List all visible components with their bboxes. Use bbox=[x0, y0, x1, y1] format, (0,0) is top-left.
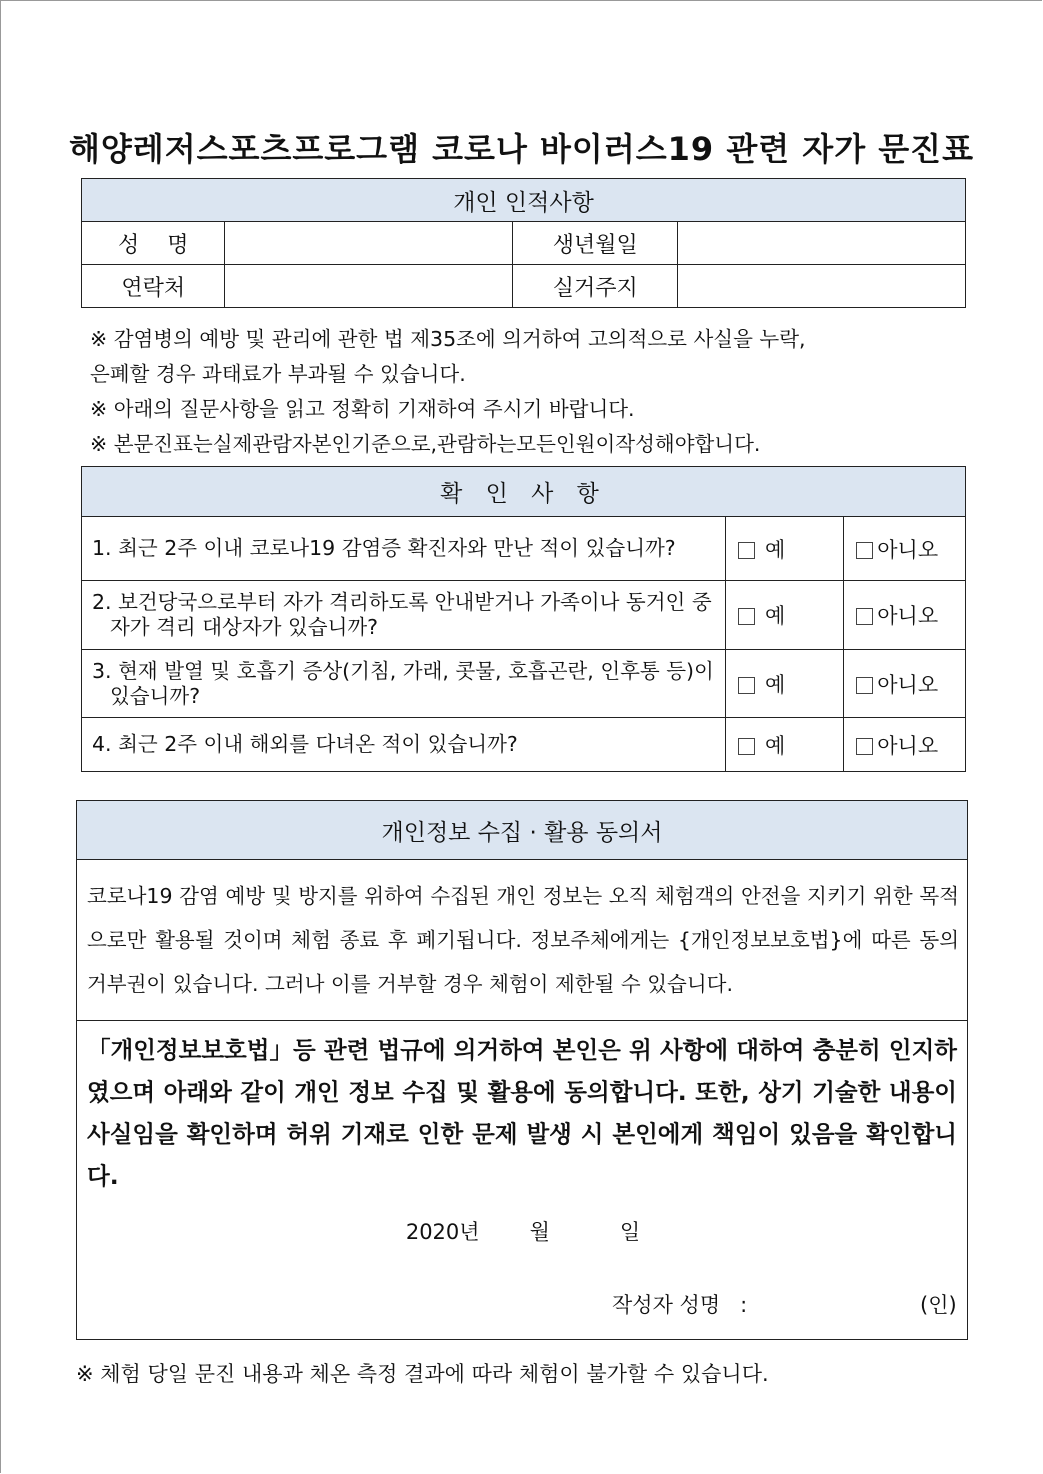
yes-label: 예 bbox=[764, 672, 786, 697]
q1-yes-option[interactable] bbox=[725, 517, 843, 581]
question-2 bbox=[82, 581, 726, 650]
checkbox-icon[interactable] bbox=[856, 738, 873, 755]
consent-statement: 「개인정보보호법」등 관련 법규에 의거하여 본인은 위 사항에 대하여 충분히 인지하였으며 아래와 같이 개인 정보 수집 및 활용에 동의합니다. 또한, 상기 기술한 내용이 사실임을 확인하며 허위 기재로 인한 문제 발생 시 본인에게 책임이 있음을 확인합니다. bbox=[87, 1036, 957, 1190]
checkbox-icon[interactable] bbox=[856, 542, 873, 559]
birth-field[interactable] bbox=[678, 222, 966, 265]
checkbox-icon[interactable] bbox=[856, 677, 873, 694]
checkbox-icon[interactable] bbox=[738, 677, 755, 694]
checkbox-icon[interactable] bbox=[738, 542, 755, 559]
question-text-cont: 자가 격리 대상자가 있습니까? bbox=[110, 615, 379, 639]
checkbox-icon[interactable] bbox=[738, 608, 755, 625]
name-field[interactable] bbox=[225, 222, 513, 265]
check-header: 확 인 사 항 bbox=[82, 467, 966, 517]
q4-no-option[interactable] bbox=[844, 718, 966, 772]
address-label: 실거주지 bbox=[513, 265, 678, 308]
birth-label: 생년월일 bbox=[513, 222, 678, 265]
date-month[interactable]: 월 bbox=[529, 1220, 550, 1244]
contact-field[interactable] bbox=[225, 265, 513, 308]
personal-info-header: 개인 인적사항 bbox=[82, 179, 966, 222]
q3-yes-option[interactable] bbox=[725, 650, 843, 718]
no-label: 아니오 bbox=[877, 733, 939, 758]
q1-no-option[interactable] bbox=[844, 517, 966, 581]
no-label: 아니오 bbox=[877, 604, 939, 628]
yes-label: 예 bbox=[764, 733, 786, 758]
seal-label[interactable]: (인) bbox=[920, 1293, 957, 1317]
note-line: ※ 아래의 질문사항을 읽고 정확히 기재하여 주시기 바랍니다. bbox=[90, 397, 635, 421]
signer-label: 작성자 성명 : bbox=[612, 1293, 748, 1317]
check-table bbox=[81, 466, 966, 772]
personal-info-table bbox=[81, 178, 966, 308]
question-text: 1. 최근 2주 이내 코로나19 감염증 확진자와 만난 적이 있습니까? bbox=[92, 536, 676, 560]
footer-note: ※ 체험 당일 문진 내용과 체온 측정 결과에 따라 체험이 불가할 수 있습니다. bbox=[76, 1362, 769, 1386]
q3-no-option[interactable] bbox=[844, 650, 966, 718]
question-1 bbox=[82, 517, 726, 581]
name-label: 성 명 bbox=[82, 222, 225, 265]
question-4 bbox=[82, 718, 726, 772]
no-label: 아니오 bbox=[877, 672, 939, 697]
date-day[interactable]: 일 bbox=[619, 1220, 641, 1244]
date-line bbox=[77, 1216, 969, 1246]
q2-yes-option[interactable] bbox=[725, 581, 843, 650]
q2-no-option[interactable] bbox=[844, 581, 966, 650]
signature-line bbox=[612, 1289, 957, 1319]
notes bbox=[90, 322, 970, 462]
address-field[interactable] bbox=[678, 265, 966, 308]
question-3 bbox=[82, 650, 726, 718]
question-text-cont: 있습니까? bbox=[110, 683, 201, 708]
consent-statement-cell bbox=[77, 1021, 968, 1340]
yes-label: 예 bbox=[764, 604, 786, 628]
q4-yes-option[interactable] bbox=[725, 718, 843, 772]
no-label: 아니오 bbox=[877, 537, 939, 562]
note-line: 은폐할 경우 과태료가 부과될 수 있습니다. bbox=[90, 362, 466, 386]
note-line: ※ 감염병의 예방 및 관리에 관한 법 제35조에 의거하여 고의적으로 사실을 누락, bbox=[90, 327, 806, 351]
contact-label: 연락처 bbox=[82, 265, 225, 308]
question-text: 4. 최근 2주 이내 해외를 다녀온 적이 있습니까? bbox=[92, 732, 518, 756]
question-text: 3. 현재 발열 및 호흡기 증상(기침, 가래, 콧물, 호흡곤란, 인후통 등)이 bbox=[92, 658, 714, 683]
question-text: 2. 보건당국으로부터 자가 격리하도록 안내받거나 가족이나 동거인 중 bbox=[92, 590, 712, 614]
checkbox-icon[interactable] bbox=[738, 738, 755, 755]
consent-table bbox=[76, 800, 968, 1340]
note-line: ※ 본문진표는실제관람자본인기준으로,관람하는모든인원이작성해야합니다. bbox=[90, 432, 761, 456]
checkbox-icon[interactable] bbox=[856, 608, 873, 625]
date-year[interactable]: 2020년 bbox=[405, 1220, 480, 1244]
document-title: 해양레저스포츠프로그램 코로나 바이러스19 관련 자가 문진표 bbox=[68, 130, 975, 168]
consent-body: 코로나19 감염 예방 및 방지를 위하여 수집된 개인 정보는 오직 체험객의 안전을 지키기 위한 목적으로만 활용될 것이며 체험 종료 후 폐기됩니다. 정보주체에게는 {개인정보보호법}에 따른 동의 거부권이 있습니다. 그러나 이를 거부할 경우 체험이 제한될 수 있습니다. bbox=[77, 860, 968, 1021]
yes-label: 예 bbox=[764, 537, 786, 562]
consent-header: 개인정보 수집 · 활용 동의서 bbox=[77, 801, 968, 860]
